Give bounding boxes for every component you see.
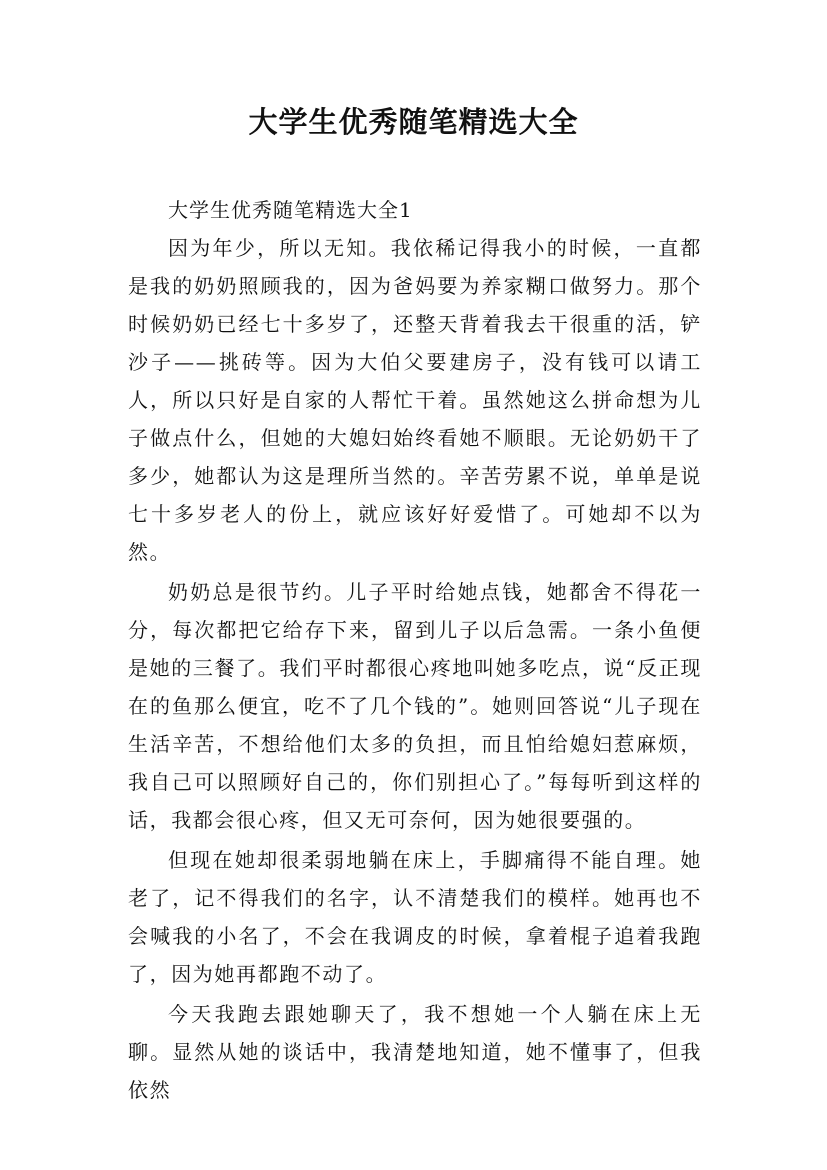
paragraph-2: 奶奶总是很节约。儿子平时给她点钱，她都舍不得花一分，每次都把它给存下来，留到儿子以后急需。一条小鱼便是她的三餐了。我们平时都很心疼地叫她多吃点，说“反正现在的鱼那么便宜，吃不了几个钱的”。她则回答说“儿子现在生活辛苦，不想给他们太多的负担，而且怕给媳妇惹麻烦，我自己可以照顾好自己的，你们别担心了。”每每听到这样的话，我都会很心疼，但又无可奈何，因为她很要强的。 — [128, 580, 702, 832]
paragraph-1: 因为年少，所以无知。我依稀记得我小的时候，一直都是我的奶奶照顾我的，因为爸妈要为养家糊口做努力。那个时候奶奶已经七十多岁了，还整天背着我去干很重的活，铲沙子——挑砖等。因为大伯父要建房子，没有钱可以请工人，所以只好是自家的人帮忙干着。虽然她这么拼命想为儿子做点什么，但她的大媳妇始终看她不顺眼。无论奶奶干了多少，她都认为这是理所当然的。辛苦劳累不说，单单是说七十多岁老人的份上，就应该好好爱惜了。可她却不以为然。 — [128, 236, 702, 564]
paragraph-4: 今天我跑去跟她聊天了，我不想她一个人躺在床上无聊。显然从她的谈话中，我清楚地知道，她不懂事了，但我依然 — [128, 1002, 702, 1102]
section-subtitle: 大学生优秀随笔精选大全1 — [168, 198, 413, 222]
document-title: 大学生优秀随笔精选大全 — [248, 105, 579, 139]
paragraph-3: 但现在她却很柔弱地躺在床上，手脚痛得不能自理。她老了，记不得我们的名字，认不清楚我们的模样。她再也不会喊我的小名了，不会在我调皮的时候，拿着棍子追着我跑了，因为她再都跑不动了。 — [128, 848, 702, 986]
document-body — [128, 191, 702, 1109]
